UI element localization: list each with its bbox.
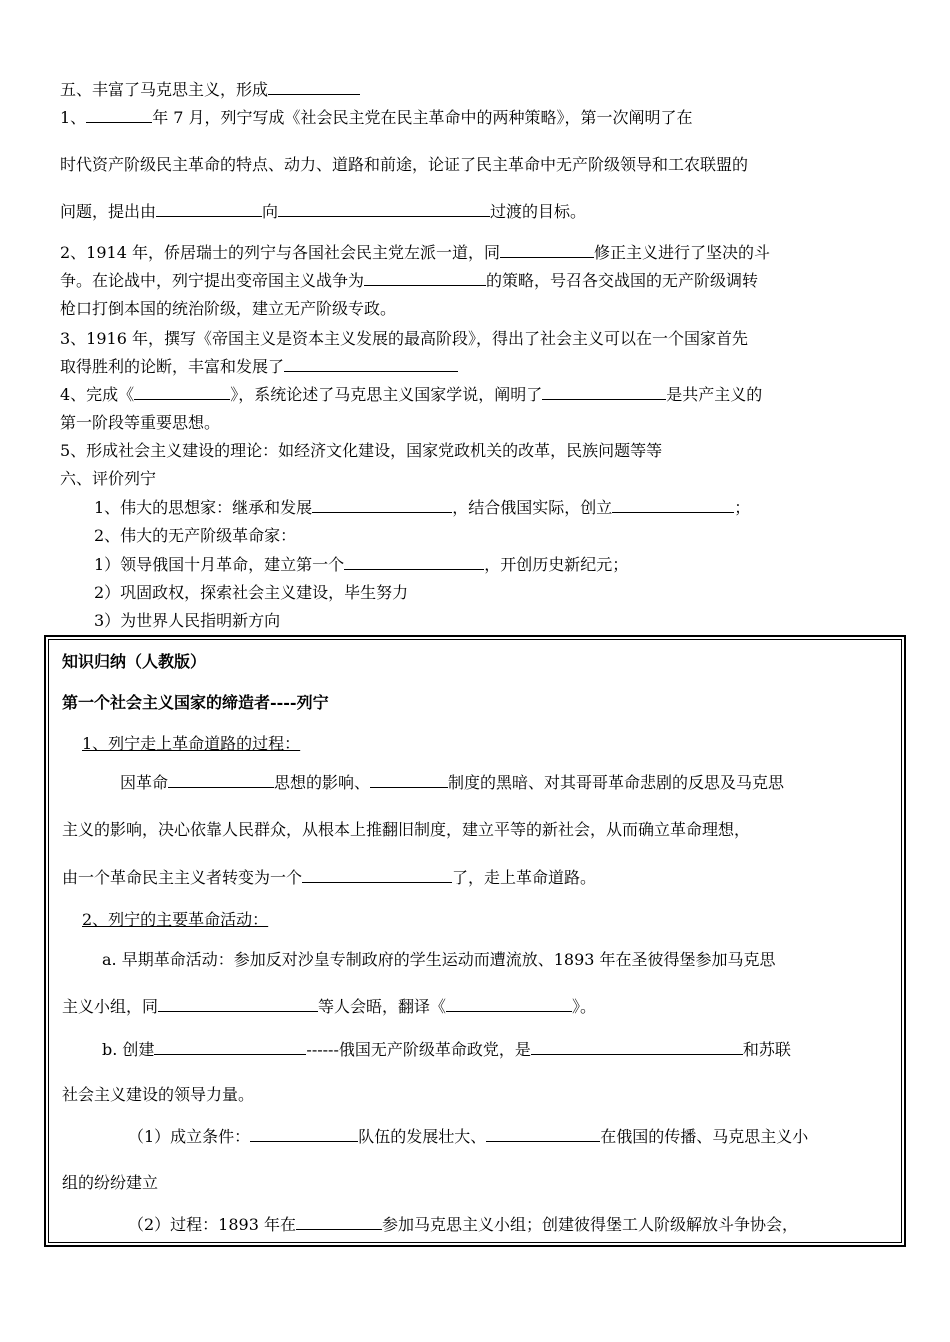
blank[interactable]	[158, 997, 318, 1012]
blank[interactable]	[542, 385, 666, 400]
box-para-a-line-2: 主义小组，同 等人会晤，翻译《 》。	[62, 997, 597, 1016]
blank[interactable]	[446, 997, 572, 1012]
paragraph-1: 1、 年 7 月，列宁写成《社会民主党在民主革命中的两种策略》，第一次阐明了在	[60, 108, 693, 127]
box-para-b: b. 创建 ------俄国无产阶级革命政党，是 和苏联	[102, 1040, 791, 1059]
box-para-c1: （1）成立条件： 队伍的发展壮大、 在俄国的传播、马克思主义小	[128, 1127, 809, 1146]
blank[interactable]	[344, 555, 484, 570]
paragraph-4: 4、完成《 》，系统论述了马克思主义国家学说，阐明了 是共产主义的	[60, 385, 763, 404]
blank[interactable]	[312, 498, 452, 513]
paragraph-4-line-2: 第一阶段等重要思想。	[60, 413, 221, 432]
blank[interactable]	[500, 243, 594, 258]
box-para-1-line-2: 主义的影响，决心依靠人民群众，从根本上推翻旧制度，建立平等的新社会，从而确立革命理想，	[62, 820, 751, 839]
summary-box-inner-border	[48, 639, 902, 1243]
blank[interactable]	[612, 498, 734, 513]
blank[interactable]	[86, 108, 152, 123]
blank[interactable]	[154, 1040, 306, 1055]
paragraph-1-line-2: 时代资产阶级民主革命的特点、动力、道路和前途，论证了民主革命中无产阶级领导和工农联盟的	[60, 155, 749, 174]
paragraph-1-line-3: 问题，提出由 向 过渡的目标。	[60, 202, 587, 221]
evaluation-2-1: 1）领导俄国十月革命，建立第一个 ，开创历史新纪元；	[94, 555, 629, 574]
paragraph-2-line-2: 争。在论战中，列宁提出变帝国主义战争为 的策略，号召各交战国的无产阶级调转	[60, 271, 759, 290]
box-para-b-line-2: 社会主义建设的领导力量。	[62, 1085, 255, 1104]
heading-2: 2、列宁的主要革命活动：	[82, 910, 269, 929]
blank[interactable]	[284, 357, 458, 372]
blank[interactable]	[296, 1215, 382, 1230]
paragraph-2: 2、1914 年，侨居瑞士的列宁与各国社会民主党左派一道，同 修正主义进行了坚决的斗	[60, 243, 771, 262]
blank[interactable]	[531, 1040, 743, 1055]
heading-1: 1、列宁走上革命道路的过程：	[82, 734, 301, 753]
paragraph-2-line-3: 枪口打倒本国的统治阶级，建立无产阶级专政。	[60, 299, 397, 318]
blank[interactable]	[302, 868, 452, 883]
blank[interactable]	[278, 202, 490, 217]
box-para-1: 因革命 思想的影响、 制度的黑暗、对其哥哥革命悲剧的反思及马克思	[120, 773, 785, 792]
blank[interactable]	[134, 385, 230, 400]
section-5-title: 五、丰富了马克思主义，形成	[60, 80, 360, 100]
blank[interactable]	[268, 80, 360, 95]
blank[interactable]	[364, 271, 486, 286]
paragraph-3: 3、1916 年，撰写《帝国主义是资本主义发展的最高阶段》，得出了社会主义可以在一个国家首先	[60, 329, 748, 348]
section-6-title: 六、评价列宁	[60, 469, 157, 488]
box-title: 知识归纳（人教版）	[62, 652, 207, 671]
blank[interactable]	[156, 202, 262, 217]
box-para-c1-line-2: 组的纷纷建立	[62, 1173, 159, 1192]
paragraph-5: 5、形成社会主义建设的理论：如经济文化建设，国家党政机关的改革，民族问题等等	[60, 441, 663, 460]
blank[interactable]	[486, 1127, 600, 1142]
box-subtitle: 第一个社会主义国家的缔造者----列宁	[62, 693, 329, 712]
evaluation-2-3: 3）为世界人民指明新方向	[94, 611, 281, 630]
blank[interactable]	[168, 773, 274, 788]
box-para-a: a. 早期革命活动：参加反对沙皇专制政府的学生运动而遭流放、1893 年在圣彼得堡参加马克思	[102, 950, 776, 969]
box-para-c2: （2）过程：1893 年在 参加马克思主义小组；创建彼得堡工人阶级解放斗争协会，	[128, 1215, 799, 1234]
paragraph-3-line-2: 取得胜利的论断，丰富和发展了	[60, 357, 458, 377]
evaluation-1: 1、伟大的思想家：继承和发展 ，结合俄国实际，创立 ；	[94, 498, 751, 517]
evaluation-2-2: 2）巩固政权，探索社会主义建设，毕生努力	[94, 583, 409, 602]
evaluation-2: 2、伟大的无产阶级革命家：	[94, 526, 297, 545]
box-para-1-line-3: 由一个革命民主主义者转变为一个 了，走上革命道路。	[62, 868, 597, 887]
blank[interactable]	[370, 773, 448, 788]
blank[interactable]	[250, 1127, 358, 1142]
